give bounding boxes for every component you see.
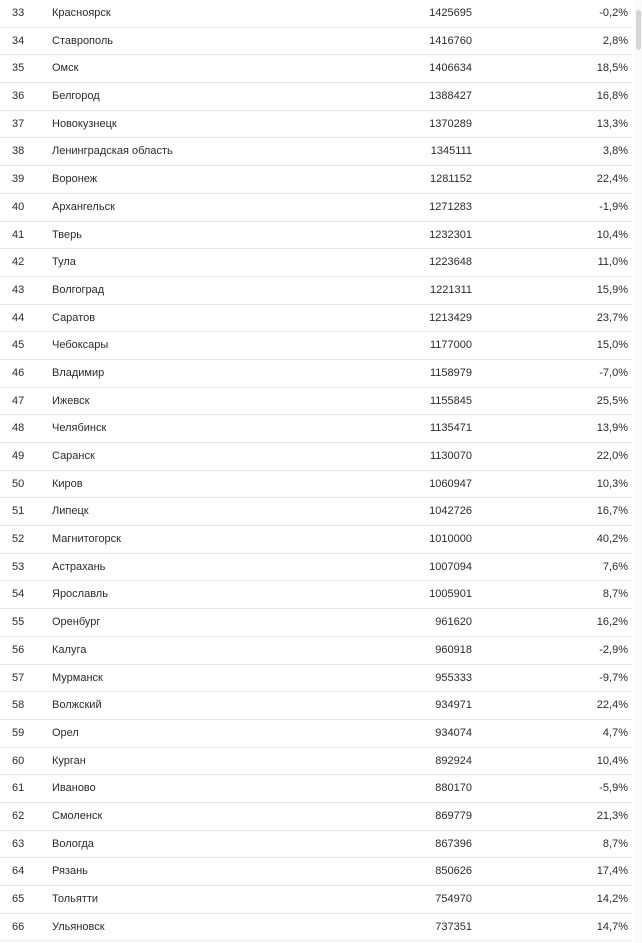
- table-row: [0, 194, 632, 222]
- row-rank: 41: [12, 228, 25, 241]
- row-value: 1007094: [429, 560, 472, 573]
- row-change-percent: 10,3%: [596, 477, 628, 490]
- row-value: 961620: [435, 616, 472, 629]
- table-row: [0, 886, 632, 914]
- row-value: 934971: [435, 699, 472, 712]
- row-change-percent: 15,0%: [596, 339, 628, 352]
- row-city-name: Астрахань: [52, 560, 106, 573]
- row-rank: 49: [12, 450, 25, 462]
- row-rank: 64: [12, 865, 25, 878]
- table-row: [0, 831, 632, 859]
- table-row: [0, 498, 632, 526]
- row-city-name: Архангельск: [52, 200, 115, 213]
- row-change-percent: 10,4%: [596, 754, 628, 767]
- row-rank: 62: [12, 809, 25, 822]
- row-rank: 37: [12, 117, 25, 130]
- table-row: [0, 609, 632, 637]
- row-city-name: Красноярск: [52, 7, 111, 19]
- row-value: 1042726: [429, 505, 472, 518]
- row-change-percent: -1,9%: [599, 200, 628, 213]
- row-value: 1425695: [429, 7, 472, 19]
- row-value: 1406634: [429, 62, 472, 75]
- row-change-percent: 13,9%: [596, 422, 628, 435]
- row-city-name: Белгород: [52, 90, 100, 103]
- row-value: 850626: [435, 865, 472, 878]
- row-city-name: Тверь: [52, 228, 82, 241]
- table-row: [0, 748, 632, 776]
- row-value: 1130070: [429, 450, 472, 462]
- row-rank: 57: [12, 671, 25, 684]
- row-rank: 61: [12, 782, 25, 795]
- row-change-percent: 22,4%: [596, 173, 628, 186]
- row-change-percent: 15,9%: [596, 283, 628, 296]
- table-row: [0, 28, 632, 56]
- row-rank: 38: [12, 145, 25, 158]
- row-change-percent: 18,5%: [596, 62, 628, 75]
- table-row: [0, 665, 632, 693]
- table-row: [0, 111, 632, 139]
- row-value: 1271283: [429, 200, 472, 213]
- row-rank: 54: [12, 588, 25, 601]
- row-change-percent: 16,2%: [596, 616, 628, 629]
- row-value: 867396: [435, 837, 472, 850]
- row-value: 960918: [435, 643, 472, 656]
- row-rank: 45: [12, 339, 25, 352]
- row-change-percent: 8,7%: [602, 837, 628, 850]
- row-value: 1345111: [430, 145, 472, 158]
- row-city-name: Челябинск: [52, 422, 107, 435]
- table-row: [0, 222, 632, 250]
- row-city-name: Оренбург: [52, 616, 101, 629]
- table-row: [0, 526, 632, 554]
- table-row: [0, 55, 632, 83]
- row-rank: 51: [12, 505, 25, 518]
- vertical-scrollbar[interactable]: [634, 0, 642, 943]
- row-rank: 34: [12, 34, 25, 47]
- row-rank: 63: [12, 837, 25, 850]
- table-row: [0, 858, 632, 886]
- row-city-name: Саратов: [52, 311, 96, 324]
- row-change-percent: 11,0%: [597, 256, 628, 269]
- row-value: 869779: [435, 809, 472, 822]
- row-change-percent: -9,7%: [599, 671, 628, 684]
- row-city-name: Калуга: [52, 643, 87, 656]
- row-city-name: Мурманск: [52, 671, 103, 684]
- row-city-name: Вологда: [52, 837, 94, 850]
- row-value: 934074: [435, 726, 472, 739]
- row-city-name: Волжский: [52, 699, 102, 712]
- row-rank: 47: [12, 394, 25, 407]
- row-rank: 36: [12, 90, 25, 103]
- row-city-name: Волгоград: [52, 283, 105, 296]
- row-city-name: Ставрополь: [52, 34, 114, 47]
- table-row: [0, 637, 632, 665]
- row-change-percent: -5,9%: [599, 782, 628, 795]
- table-row: [0, 443, 632, 471]
- table-row: [0, 138, 632, 166]
- row-rank: 42: [12, 256, 25, 269]
- row-value: 1388427: [429, 90, 472, 103]
- row-change-percent: -2,9%: [599, 643, 628, 656]
- row-city-name: Омск: [52, 62, 79, 75]
- row-value: 1281152: [429, 173, 472, 186]
- row-city-name: Ульяновск: [52, 920, 105, 933]
- row-rank: 46: [12, 366, 25, 379]
- table-row: [0, 775, 632, 803]
- row-change-percent: 10,4%: [596, 228, 628, 241]
- row-city-name: Новокузнецк: [52, 117, 117, 130]
- row-change-percent: 3,8%: [602, 145, 628, 158]
- row-change-percent: 16,7%: [596, 505, 628, 518]
- row-value: 1213429: [429, 311, 472, 324]
- row-value: 955333: [435, 671, 472, 684]
- table-row: [0, 166, 632, 194]
- row-city-name: Саранск: [52, 450, 95, 462]
- row-value: 1010000: [429, 533, 472, 546]
- row-change-percent: 8,7%: [602, 588, 628, 601]
- row-rank: 43: [12, 283, 25, 296]
- row-city-name: Киров: [52, 477, 83, 490]
- row-change-percent: 23,7%: [596, 311, 628, 324]
- row-value: 1232301: [429, 228, 472, 241]
- table-row: [0, 277, 632, 305]
- row-change-percent: -7,0%: [599, 366, 628, 379]
- row-rank: 66: [12, 920, 25, 933]
- row-change-percent: 4,7%: [602, 726, 628, 739]
- row-rank: 60: [12, 754, 25, 767]
- row-change-percent: -0,2%: [599, 7, 628, 19]
- table-row: [0, 83, 632, 111]
- row-change-percent: 22,0%: [596, 450, 628, 462]
- row-change-percent: 22,4%: [596, 699, 628, 712]
- table-row: [0, 803, 632, 831]
- table-row: [0, 305, 632, 333]
- row-rank: 35: [12, 62, 25, 75]
- row-city-name: Магнитогорск: [52, 533, 121, 546]
- table-row: [0, 692, 632, 720]
- row-rank: 58: [12, 699, 25, 712]
- table-row: [0, 388, 632, 416]
- row-value: 1223648: [429, 256, 472, 269]
- row-rank: 40: [12, 200, 25, 213]
- row-change-percent: 7,6%: [602, 560, 628, 573]
- row-rank: 56: [12, 643, 25, 656]
- row-value: 1060947: [429, 477, 472, 490]
- row-change-percent: 16,8%: [596, 90, 628, 103]
- table-row: [0, 332, 632, 360]
- row-value: 1155845: [429, 394, 472, 407]
- row-city-name: Тула: [52, 256, 76, 269]
- row-change-percent: 17,4%: [596, 865, 628, 878]
- row-city-name: Липецк: [52, 505, 89, 518]
- row-city-name: Чебоксары: [52, 339, 109, 352]
- table-row: [0, 720, 632, 748]
- row-change-percent: 14,2%: [596, 893, 628, 905]
- row-rank: 55: [12, 616, 25, 629]
- row-value: 1416760: [429, 34, 472, 47]
- table-row: [0, 471, 632, 499]
- table-row: [0, 415, 632, 443]
- row-value: 880170: [435, 782, 472, 795]
- row-city-name: Ярославль: [52, 588, 108, 601]
- row-city-name: Орел: [52, 726, 79, 739]
- row-city-name: Ленинградская область: [52, 145, 173, 158]
- row-city-name: Тольятти: [52, 893, 99, 905]
- scrollbar-thumb[interactable]: [636, 10, 641, 50]
- row-value: 737351: [435, 920, 472, 933]
- row-change-percent: 21,3%: [596, 809, 628, 822]
- row-city-name: Воронеж: [52, 173, 98, 186]
- row-rank: 39: [12, 173, 25, 186]
- row-change-percent: 2,8%: [602, 34, 628, 47]
- row-change-percent: 14,7%: [596, 920, 628, 933]
- table-row: [0, 249, 632, 277]
- row-city-name: Ижевск: [52, 394, 90, 407]
- row-value: 1005901: [429, 588, 472, 601]
- row-rank: 50: [12, 477, 25, 490]
- row-rank: 65: [12, 893, 25, 905]
- row-city-name: Смоленск: [52, 809, 103, 822]
- row-value: 892924: [435, 754, 472, 767]
- row-value: 754970: [435, 893, 472, 905]
- row-rank: 48: [12, 422, 25, 435]
- row-value: 1135471: [429, 422, 472, 435]
- table-row: [0, 581, 632, 609]
- table-row: [0, 914, 632, 942]
- row-city-name: Курган: [52, 754, 86, 767]
- row-value: 1370289: [429, 117, 472, 130]
- row-value: 1177000: [429, 339, 472, 352]
- table-row: [0, 360, 632, 388]
- row-change-percent: 40,2%: [596, 533, 628, 546]
- table-row: [0, 554, 632, 582]
- row-city-name: Владимир: [52, 366, 105, 379]
- row-change-percent: 25,5%: [596, 394, 628, 407]
- row-rank: 52: [12, 533, 25, 546]
- row-value: 1158979: [429, 366, 472, 379]
- row-rank: 33: [12, 7, 25, 19]
- row-rank: 59: [12, 726, 25, 739]
- table-row: [0, 0, 632, 28]
- row-change-percent: 13,3%: [596, 117, 628, 130]
- row-city-name: Иваново: [52, 782, 96, 795]
- row-city-name: Рязань: [52, 865, 88, 878]
- row-value: 1221311: [429, 283, 472, 296]
- row-rank: 53: [12, 560, 25, 573]
- row-rank: 44: [12, 311, 25, 324]
